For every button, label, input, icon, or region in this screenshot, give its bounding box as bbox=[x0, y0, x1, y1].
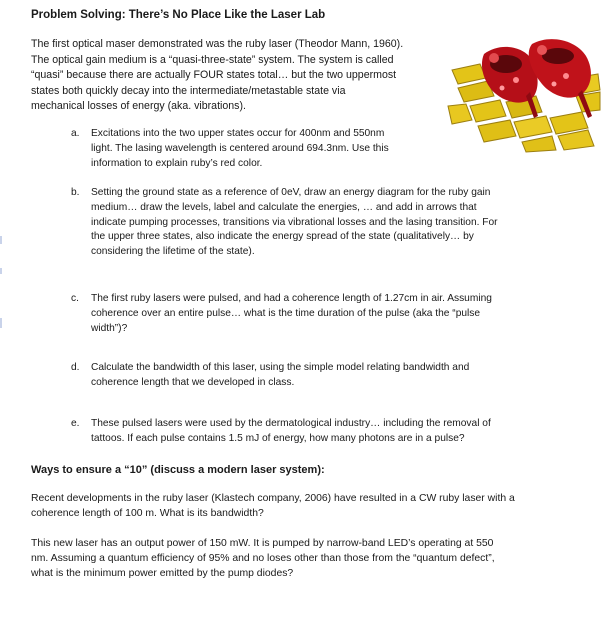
ruby-slippers-illustration bbox=[446, 34, 602, 154]
part-line: light. The lasing wavelength is centered around 694.3nm. Use this bbox=[91, 142, 389, 154]
margin-mark bbox=[0, 268, 2, 274]
part-line: medium… draw the levels, label and calculate the energies, … and add in arrows that bbox=[91, 201, 477, 213]
part-letter: d. bbox=[71, 362, 80, 373]
margin-mark bbox=[0, 236, 2, 244]
part-letter: c. bbox=[71, 293, 79, 304]
paragraph-line: nm. Assuming a quantum efficiency of 95% and no loses other than those from the “quantum defect”, bbox=[31, 553, 495, 565]
page-title: Problem Solving: There’s No Place Like the Laser Lab bbox=[31, 9, 326, 21]
intro-line: mechanical losses of energy (aka. vibrations). bbox=[31, 100, 246, 113]
intro-line: states both quickly decay into the intermediate/metastable state via bbox=[31, 84, 346, 97]
intro-line: “quasi” because there are actually FOUR states total… but the two uppermost bbox=[31, 69, 397, 82]
paragraph-line: what is the minimum power emitted by the pump diodes? bbox=[31, 568, 294, 580]
part-line: Setting the ground state as a reference of 0eV, draw an energy diagram for the ruby gain bbox=[91, 187, 491, 198]
part-line: indicate pumping processes, transitions via vibrational losses and the lasing transition. For bbox=[91, 216, 498, 228]
intro-line: The optical gain medium is a “quasi-three-state” system. The system is called bbox=[31, 53, 394, 66]
extra-paragraph-2 bbox=[31, 536, 495, 582]
part-line: the upper three states, also indicate the energy spread of the state (qualitatively… by bbox=[91, 231, 474, 243]
margin-mark bbox=[0, 318, 2, 328]
part-line: These pulsed lasers were used by the dermatological industry… including the removal of bbox=[91, 418, 491, 429]
part-line: coherence length that we developed in class. bbox=[91, 376, 295, 388]
part-line: Excitations into the two upper states occur for 400nm and 550nm bbox=[91, 128, 385, 139]
section-heading: Ways to ensure a “10” (discuss a modern laser system): bbox=[31, 464, 325, 476]
part-line: considering the lifetime of the state). bbox=[91, 246, 255, 258]
part-letter: b. bbox=[71, 187, 80, 198]
paragraph-line: Recent developments in the ruby laser (Klastech company, 2006) have resulted in a CW ruby laser with a bbox=[31, 493, 515, 504]
part-line: coherence over an entire pulse… what is the time duration of the pulse (aka the “pulse bbox=[91, 307, 481, 319]
part-line: width”)? bbox=[91, 322, 128, 334]
paragraph-line: coherence length of 100 m. What is its bandwidth? bbox=[31, 508, 264, 520]
extra-paragraph-1 bbox=[31, 491, 515, 521]
part-line: Calculate the bandwidth of this laser, using the simple model relating bandwidth and bbox=[91, 362, 470, 373]
part-line: tattoos. If each pulse contains 1.5 mJ of energy, how many photons are in a pulse? bbox=[91, 432, 465, 444]
intro-line: The first optical maser demonstrated was the ruby laser (Theodor Mann, 1960). bbox=[31, 38, 404, 50]
part-line: The first ruby lasers were pulsed, and had a coherence length of 1.27cm in air. Assuming bbox=[91, 293, 492, 304]
paragraph-line: This new laser has an output power of 150 mW. It is pumped by narrow-band LED’s operating at 550 bbox=[31, 538, 494, 549]
part-letter: a. bbox=[71, 128, 80, 139]
part-line: information to explain ruby’s red color. bbox=[91, 157, 263, 169]
part-letter: e. bbox=[71, 418, 80, 429]
intro-paragraph bbox=[31, 37, 441, 115]
